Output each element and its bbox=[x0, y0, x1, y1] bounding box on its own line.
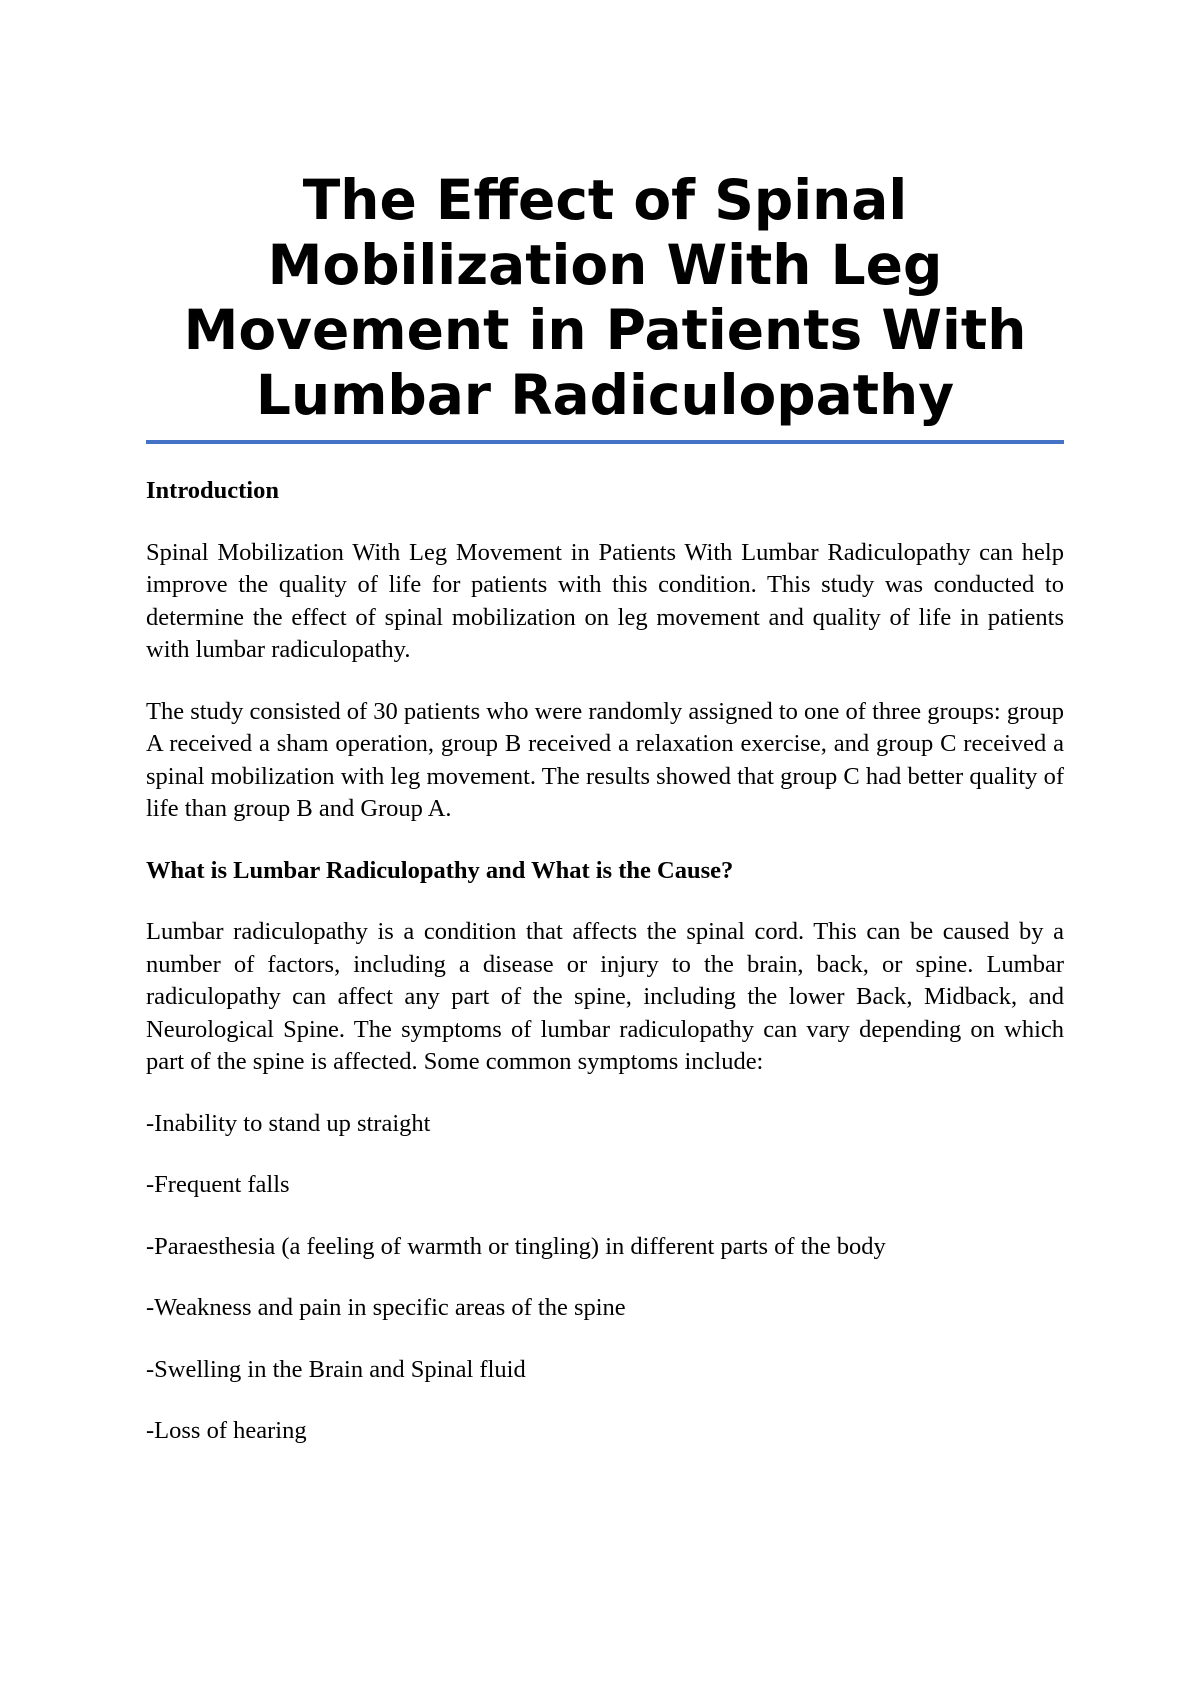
symptom-item: -Swelling in the Brain and Spinal fluid bbox=[146, 1355, 526, 1383]
cause-paragraph-1: Lumbar radiculopathy is a condition that affects the spinal cord. This can be caused by a number of factors, including a disease or injury to the brain, back, or spine. Lumbar radiculopathy can affect any part of the spine, including the lower Back, Midback, and Neurological Spine. The symptoms of lumbar radiculopathy can vary depending on which part of the spine is affected. Some common symptoms include: bbox=[146, 918, 1064, 1075]
title-underline bbox=[146, 440, 1064, 444]
section-heading-cause: What is Lumbar Radiculopathy and What is the Cause? bbox=[146, 856, 734, 884]
symptom-item: -Inability to stand up straight bbox=[146, 1109, 431, 1137]
document-body bbox=[146, 475, 1064, 1477]
document-title: The Effect of Spinal Mobilization With Leg Movement in Patients With Lumbar Radiculopathy bbox=[183, 168, 1027, 427]
symptom-item: -Loss of hearing bbox=[146, 1417, 307, 1444]
intro-paragraph-1: Spinal Mobilization With Leg Movement in Patients With Lumbar Radiculopathy can help improve the quality of life for patients with this condition. This study was conducted to determine the effect of spinal mobilization on leg movement and quality of life in patients with lumbar radiculopathy. bbox=[146, 538, 1064, 663]
symptom-item: -Weakness and pain in specific areas of the spine bbox=[146, 1294, 626, 1321]
intro-paragraph-2: The study consisted of 30 patients who were randomly assigned to one of three groups: group A received a sham operation, group B received a relaxation exercise, and group C received a spinal mobilization with leg movement. The results showed that group C had better quality of life than group B and Group A. bbox=[146, 697, 1064, 822]
symptom-item: -Frequent falls bbox=[146, 1171, 290, 1198]
section-heading-introduction: Introduction bbox=[146, 477, 279, 504]
symptom-item: -Paraesthesia (a feeling of warmth or tingling) in different parts of the body bbox=[146, 1232, 886, 1260]
